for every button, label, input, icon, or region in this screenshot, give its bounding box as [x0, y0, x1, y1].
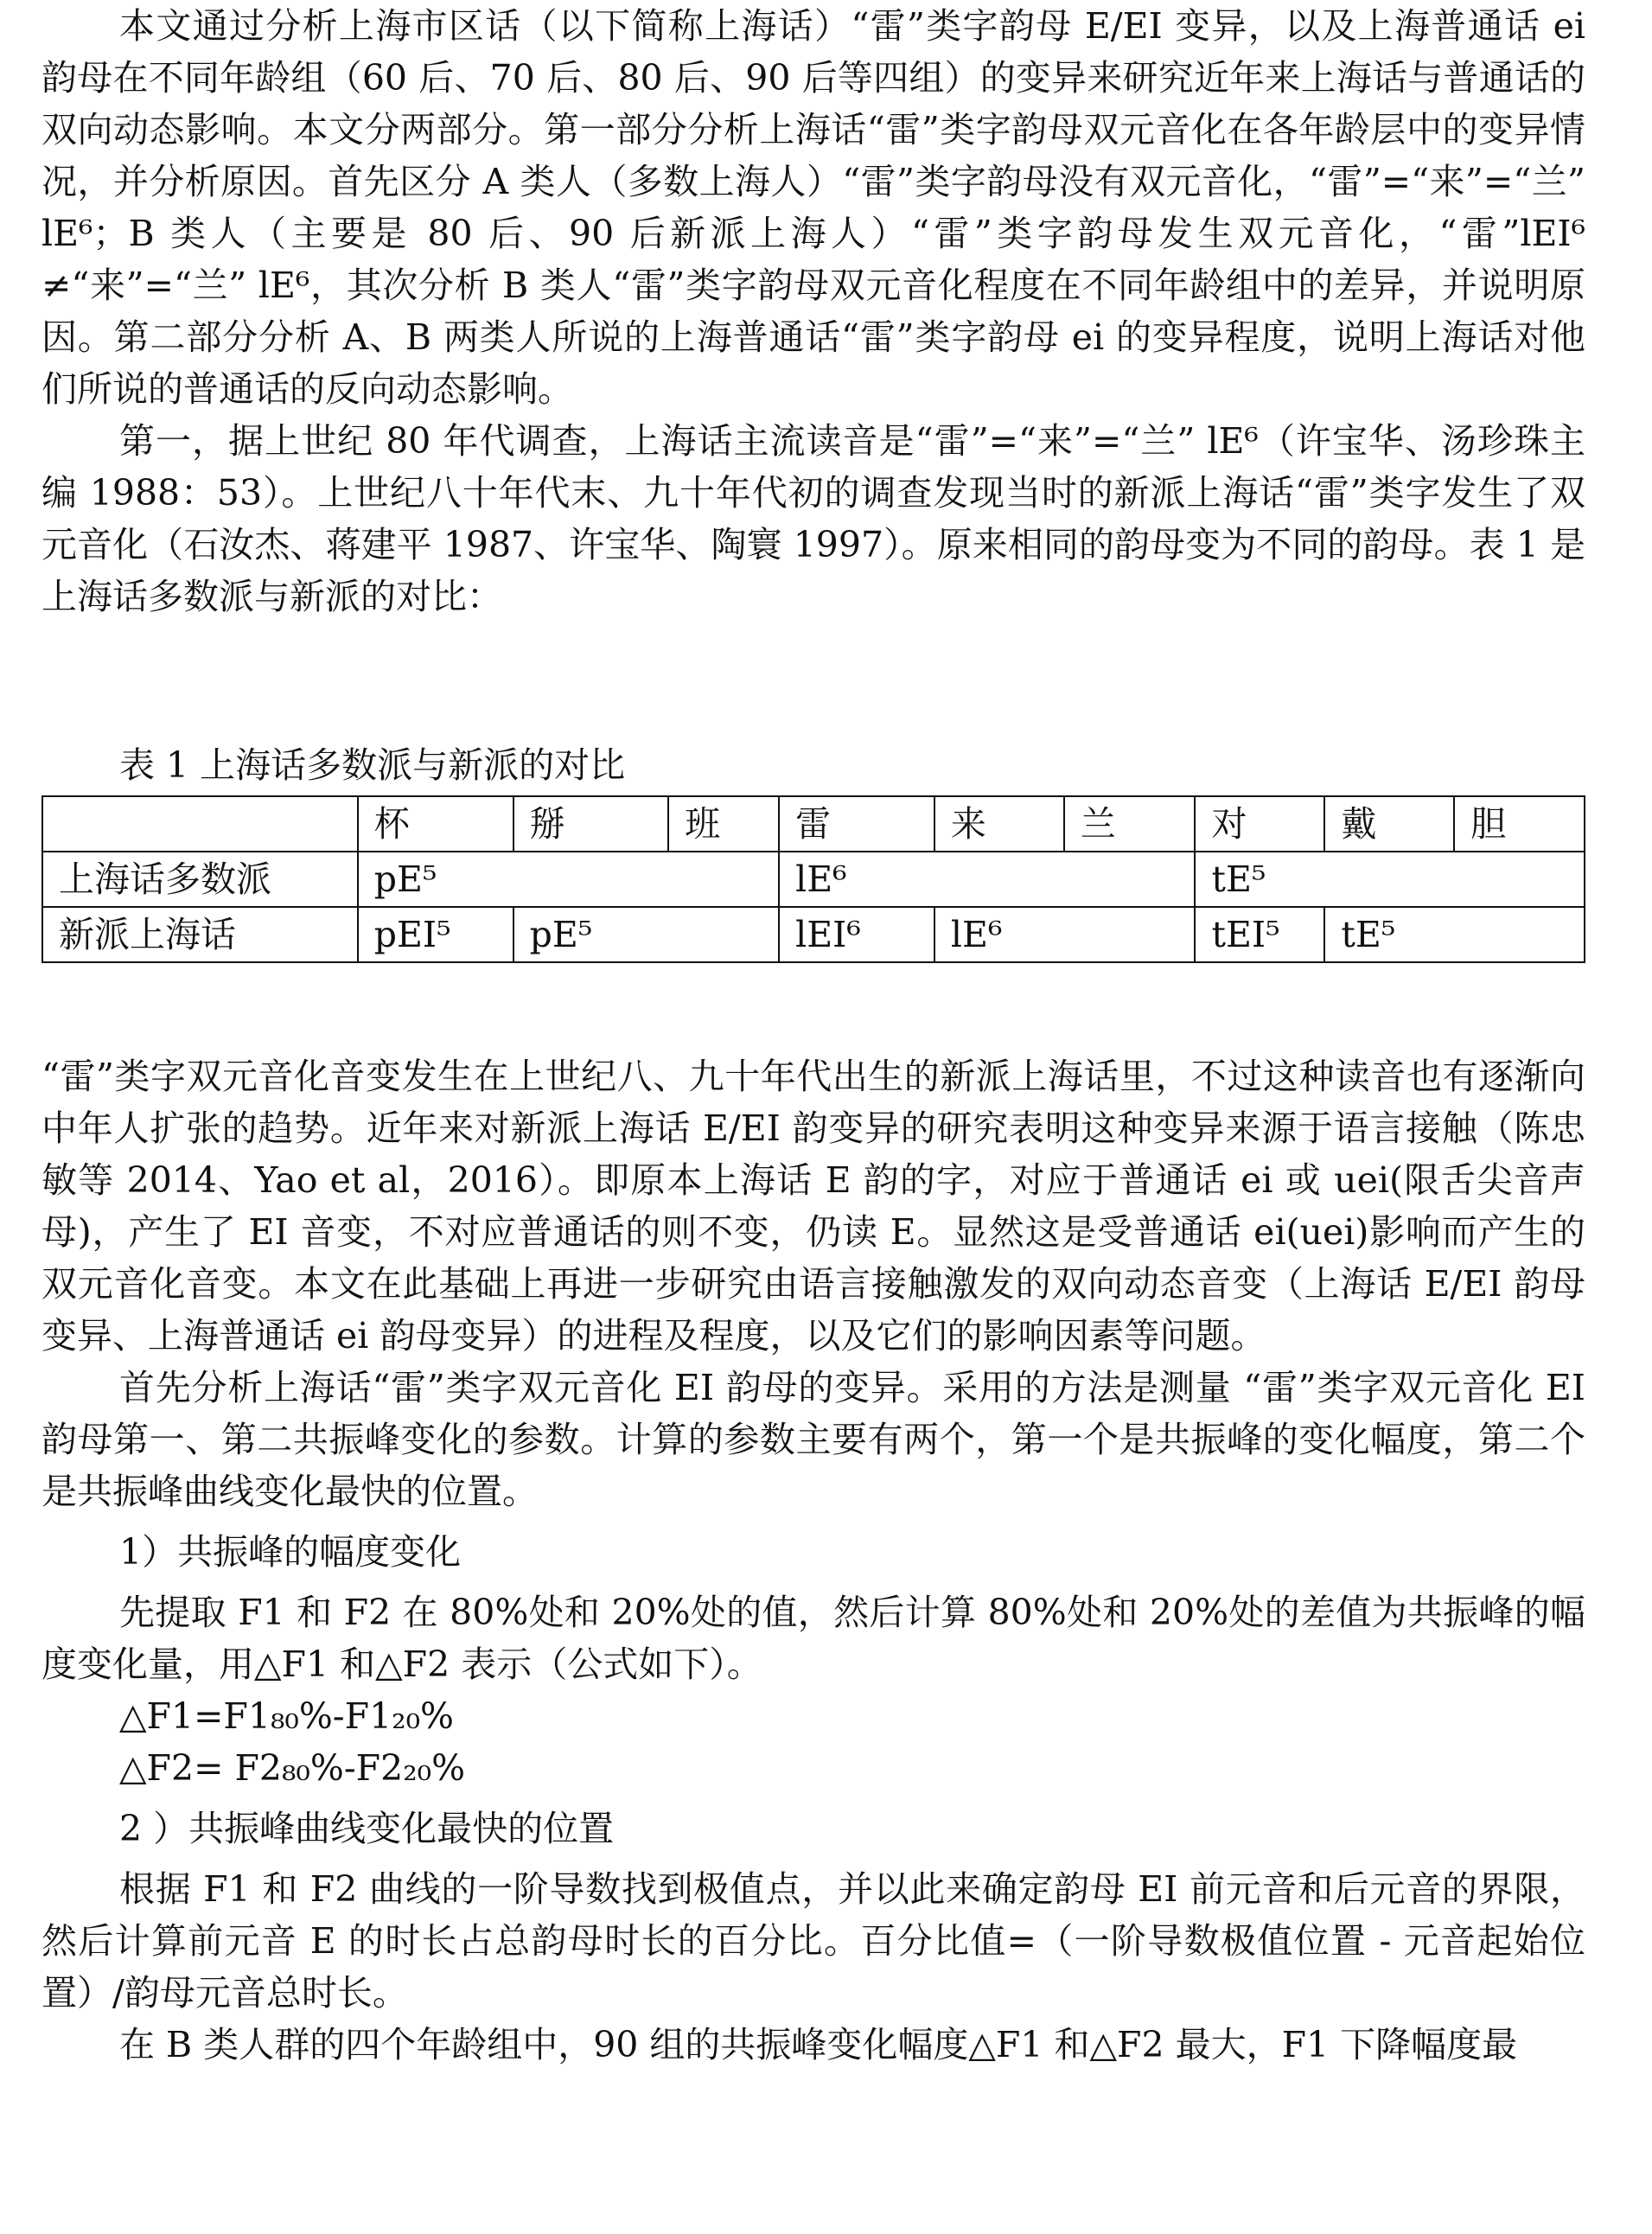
- paragraph: 首先分析上海话“雷”类字双元音化 EI 韵母的变异。采用的方法是测量 “雷”类字双元音化 EI 韵母第一、第二共振峰变化的参数。计算的参数主要有两个，第一个是共振峰的变化幅度，第二个是共振峰曲线变化最快的位置。: [41, 1367, 1585, 1512]
- table-cell: tE⁵: [1195, 852, 1585, 907]
- paragraph: 先提取 F1 和 F2 在 80%处和 20%处的值，然后计算 80%处和 20%处的差值为共振峰的幅度变化量，用△F1 和△F2 表示（公式如下）。: [41, 1592, 1585, 1685]
- table-cell: pE⁵: [513, 907, 780, 962]
- table-cell: 戴: [1324, 796, 1454, 852]
- table-cell: 杯: [358, 796, 513, 852]
- table-caption: 表 1 上海话多数派与新派的对比: [119, 744, 626, 786]
- formula: △F2= F2₈₀%-F2₂₀%: [119, 1747, 466, 1789]
- table-cell: 兰: [1064, 796, 1196, 852]
- table-header-row: [42, 796, 1585, 852]
- table-cell: tE⁵: [1324, 907, 1585, 962]
- table-cell: 来: [934, 796, 1064, 852]
- section-heading: 1）共振峰的幅度变化: [119, 1531, 462, 1573]
- table-row: [42, 852, 1585, 907]
- section-heading: 2 ）共振峰曲线变化最快的位置: [119, 1808, 615, 1849]
- table-cell: pE⁵: [358, 852, 779, 907]
- row-label: 新派上海话: [42, 907, 358, 962]
- table-cell: 掰: [513, 796, 669, 852]
- paragraph: 在 B 类人群的四个年龄组中，90 组的共振峰变化幅度△F1 和△F2 最大，F1 下降幅度最: [119, 2024, 1518, 2065]
- paragraph: 第一，据上世纪 80 年代调查，上海话主流读音是“雷”=“来”=“兰” lE⁶（许宝华、汤珍珠主编 1988：53）。上世纪八十年代末、九十年代初的调查发现当时的新派上海话“雷”类字发生了双元音化（石汝杰、蒋建平 1987、许宝华、陶寰 1997）。原来相同的韵母变为不同的韵母。表 1 是上海话多数派与新派的对比：: [41, 420, 1585, 617]
- table-cell: 雷: [779, 796, 934, 852]
- table-cell: pEI⁵: [358, 907, 513, 962]
- table-cell: [42, 796, 358, 852]
- row-label: 上海话多数派: [42, 852, 358, 907]
- formula: △F1=F1₈₀%-F1₂₀%: [119, 1695, 454, 1737]
- table-cell: 班: [668, 796, 779, 852]
- paragraph: 根据 F1 和 F2 曲线的一阶导数找到极值点，并以此来确定韵母 EI 前元音和后元音的界限，然后计算前元音 E 的时长占总韵母时长的百分比。百分比值=（一阶导数极值位置 - 元音起始位置）/韵母元音总时长。: [41, 1868, 1585, 2014]
- table-cell: lE⁶: [934, 907, 1196, 962]
- paragraph: “雷”类字双元音化音变发生在上世纪八、九十年代出生的新派上海话里，不过这种读音也有逐渐向中年人扩张的趋势。近年来对新派上海话 E/EI 韵变异的研究表明这种变异来源于语言接触（陈忠敏等 2014、Yao et al，2016）。即原本上海话 E 韵的字，对应于普通话 ei 或 uei(限舌尖音声母)，产生了 EI 音变，不对应普通话的则不变，仍读 E。显然这是受普通话 ei(uei)影响而产生的双元音化音变。本文在此基础上再进一步研究由语言接触激发的双向动态音变（上海话 E/EI 韵母变异、上海普通话 ei 韵母变异）的进程及程度，以及它们的影响因素等问题。: [41, 1056, 1585, 1356]
- table-cell: lEI⁶: [779, 907, 934, 962]
- table-cell: 胆: [1454, 796, 1585, 852]
- comparison-table: [41, 795, 1585, 963]
- table-cell: 对: [1195, 796, 1324, 852]
- table-cell: lE⁶: [779, 852, 1195, 907]
- table-row: [42, 907, 1585, 962]
- table-cell: tEI⁵: [1195, 907, 1324, 962]
- paragraph: 本文通过分析上海市区话（以下简称上海话）“雷”类字韵母 E/EI 变异，以及上海普通话 ei 韵母在不同年龄组（60 后、70 后、80 后、90 后等四组）的变异来研究近年来上海话与普通话的双向动态影响。本文分两部分。第一部分分析上海话“雷”类字韵母双元音化在各年龄层中的变异情况，并分析原因。首先区分 A 类人（多数上海人）“雷”类字韵母没有双元音化，“雷”=“来”=“兰” lE⁶；B 类人（主要是 80 后、90 后新派上海人）“雷”类字韵母发生双元音化，“雷”lEI⁶ ≠“来”=“兰” lE⁶，其次分析 B 类人“雷”类字韵母双元音化程度在不同年龄组中的差异，并说明原因。第二部分分析 A、B 两类人所说的上海普通话“雷”类字韵母 ei 的变异程度，说明上海话对他们所说的普通话的反向动态影响。: [41, 5, 1585, 410]
